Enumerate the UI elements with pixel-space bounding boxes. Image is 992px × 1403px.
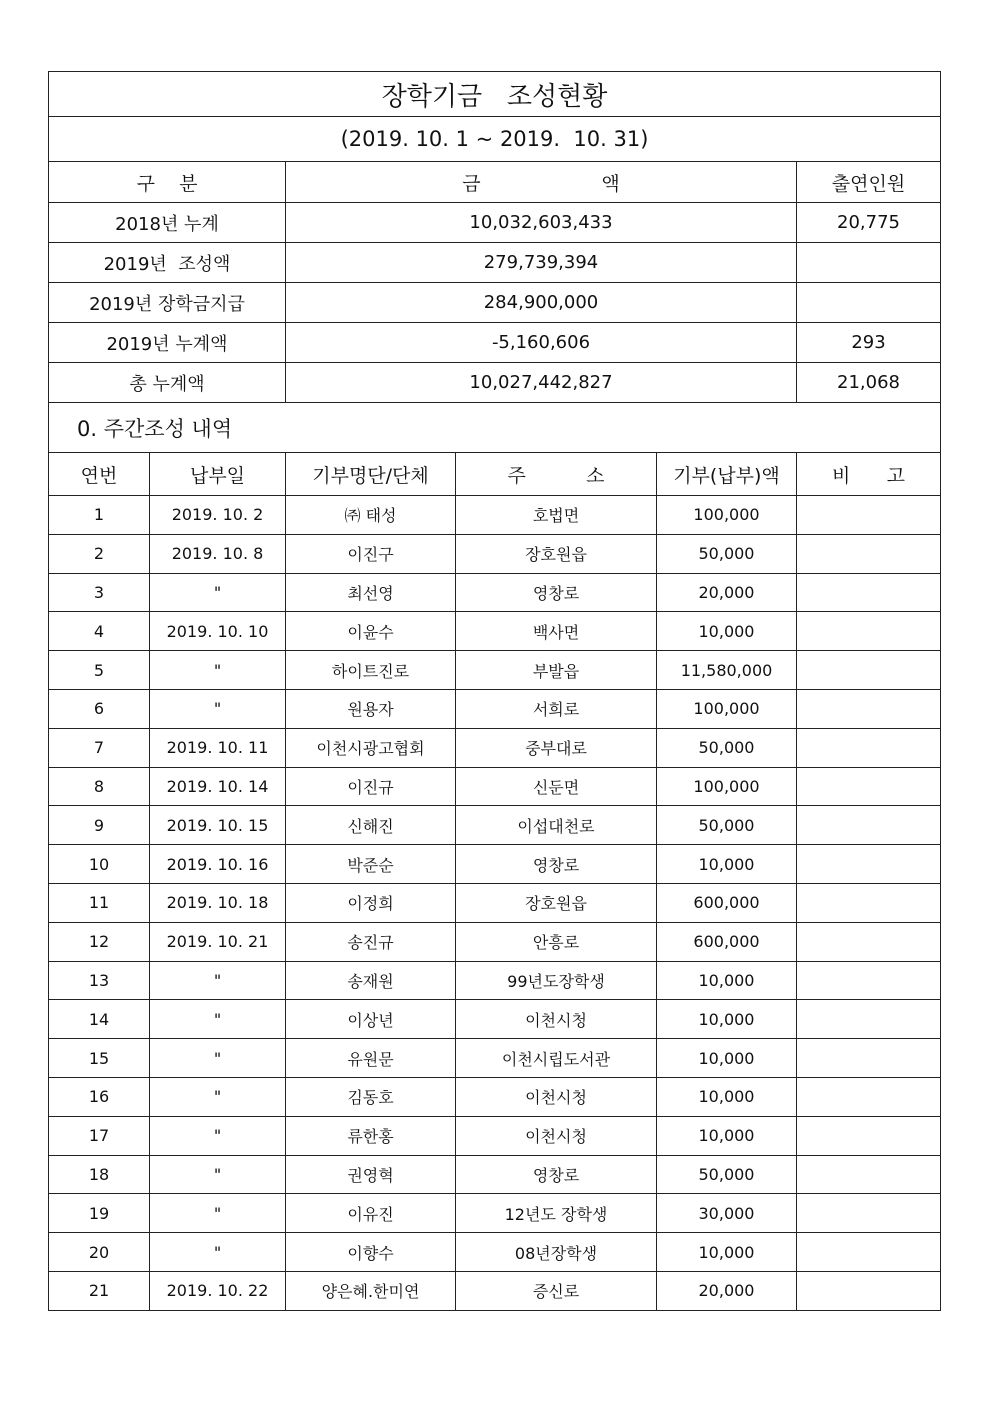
donation-amount: 10,000	[657, 1077, 797, 1116]
row-number: 18	[49, 1155, 150, 1194]
donation-amount: 30,000	[657, 1194, 797, 1233]
donation-amount: 11,580,000	[657, 651, 797, 690]
donor-address: 백사면	[456, 612, 657, 651]
payment-date: "	[150, 689, 286, 728]
table-row	[49, 728, 941, 767]
summary-table	[48, 71, 941, 453]
note	[797, 689, 941, 728]
header-no: 연번	[49, 453, 150, 496]
donor-name: 이상년	[286, 1000, 456, 1039]
summary-category: 2019년 조성액	[49, 243, 286, 283]
summary-count: 21,068	[797, 363, 941, 403]
donor-address: 영창로	[456, 573, 657, 612]
donation-amount: 100,000	[657, 689, 797, 728]
summary-count: 293	[797, 323, 941, 363]
table-row	[49, 1271, 941, 1310]
donor-address: 중부대로	[456, 728, 657, 767]
donor-address: 증신로	[456, 1271, 657, 1310]
row-number: 6	[49, 689, 150, 728]
summary-header-amount: 금 액	[286, 162, 797, 203]
summary-header-category: 구 분	[49, 162, 286, 203]
row-number: 2	[49, 534, 150, 573]
summary-amount: 10,027,442,827	[286, 363, 797, 403]
donor-name: 송진규	[286, 922, 456, 961]
payment-date: 2019. 10. 16	[150, 845, 286, 884]
table-row	[49, 767, 941, 806]
donor-address: 장호원읍	[456, 534, 657, 573]
note	[797, 728, 941, 767]
donor-address: 장호원읍	[456, 883, 657, 922]
note	[797, 1271, 941, 1310]
donor-address: 부발읍	[456, 651, 657, 690]
summary-header-count: 출연인원	[797, 162, 941, 203]
donation-amount: 50,000	[657, 728, 797, 767]
donor-address: 호법면	[456, 496, 657, 535]
table-row	[49, 806, 941, 845]
donor-name: 이정희	[286, 883, 456, 922]
donor-address: 이천시청	[456, 1000, 657, 1039]
donor-name: 이진구	[286, 534, 456, 573]
donor-address: 99년도장학생	[456, 961, 657, 1000]
note	[797, 767, 941, 806]
donation-amount: 10,000	[657, 961, 797, 1000]
donation-amount: 10,000	[657, 612, 797, 651]
donation-amount: 10,000	[657, 1233, 797, 1272]
table-row	[49, 1116, 941, 1155]
donation-table	[48, 452, 941, 1311]
donor-address: 영창로	[456, 1155, 657, 1194]
payment-date: "	[150, 1155, 286, 1194]
payment-date: 2019. 10. 15	[150, 806, 286, 845]
row-number: 10	[49, 845, 150, 884]
payment-date: 2019. 10. 22	[150, 1271, 286, 1310]
payment-date: "	[150, 1077, 286, 1116]
donation-amount: 100,000	[657, 496, 797, 535]
row-number: 4	[49, 612, 150, 651]
note	[797, 612, 941, 651]
note	[797, 651, 941, 690]
donor-name: 박준순	[286, 845, 456, 884]
summary-row	[49, 243, 941, 283]
donor-address: 이섭대천로	[456, 806, 657, 845]
donor-name: ㈜ 태성	[286, 496, 456, 535]
summary-row	[49, 363, 941, 403]
summary-count: 20,775	[797, 203, 941, 243]
table-row	[49, 961, 941, 1000]
note	[797, 1233, 941, 1272]
header-donor: 기부명단/단체	[286, 453, 456, 496]
donor-name: 신해진	[286, 806, 456, 845]
row-number: 13	[49, 961, 150, 1000]
donor-name: 송재원	[286, 961, 456, 1000]
row-number: 14	[49, 1000, 150, 1039]
table-row	[49, 922, 941, 961]
row-number: 11	[49, 883, 150, 922]
donation-amount: 20,000	[657, 1271, 797, 1310]
note	[797, 496, 941, 535]
note	[797, 806, 941, 845]
payment-date: 2019. 10. 21	[150, 922, 286, 961]
row-number: 5	[49, 651, 150, 690]
row-number: 1	[49, 496, 150, 535]
donation-amount: 10,000	[657, 1116, 797, 1155]
payment-date: "	[150, 573, 286, 612]
payment-date: "	[150, 1000, 286, 1039]
payment-date: 2019. 10. 11	[150, 728, 286, 767]
note	[797, 573, 941, 612]
table-row	[49, 1077, 941, 1116]
summary-amount: 279,739,394	[286, 243, 797, 283]
payment-date: 2019. 10. 10	[150, 612, 286, 651]
payment-date: 2019. 10. 14	[150, 767, 286, 806]
row-number: 21	[49, 1271, 150, 1310]
donor-name: 류한홍	[286, 1116, 456, 1155]
donor-name: 최선영	[286, 573, 456, 612]
payment-date: "	[150, 1116, 286, 1155]
note	[797, 845, 941, 884]
note	[797, 1077, 941, 1116]
payment-date: "	[150, 1233, 286, 1272]
donor-name: 이향수	[286, 1233, 456, 1272]
donation-amount: 600,000	[657, 883, 797, 922]
donation-amount: 20,000	[657, 573, 797, 612]
header-address: 주 소	[456, 453, 657, 496]
note	[797, 534, 941, 573]
summary-row	[49, 283, 941, 323]
note	[797, 1000, 941, 1039]
donation-amount: 10,000	[657, 1039, 797, 1078]
donation-amount: 50,000	[657, 534, 797, 573]
note	[797, 1116, 941, 1155]
donor-name: 원용자	[286, 689, 456, 728]
summary-amount: -5,160,606	[286, 323, 797, 363]
table-row	[49, 1000, 941, 1039]
donor-address: 신둔면	[456, 767, 657, 806]
payment-date: "	[150, 1194, 286, 1233]
donor-address: 서희로	[456, 689, 657, 728]
row-number: 17	[49, 1116, 150, 1155]
note	[797, 1194, 941, 1233]
summary-amount: 284,900,000	[286, 283, 797, 323]
payment-date: "	[150, 1039, 286, 1078]
donation-amount: 10,000	[657, 1000, 797, 1039]
note	[797, 1039, 941, 1078]
table-row	[49, 651, 941, 690]
donor-address: 이천시립도서관	[456, 1039, 657, 1078]
table-row	[49, 1194, 941, 1233]
period-range: (2019. 10. 1 ~ 2019. 10. 31)	[49, 117, 941, 162]
document-title: 장학기금 조성현황	[49, 72, 941, 117]
payment-date: 2019. 10. 18	[150, 883, 286, 922]
row-number: 19	[49, 1194, 150, 1233]
donation-header-row	[49, 453, 941, 496]
donor-name: 하이트진로	[286, 651, 456, 690]
donation-amount: 50,000	[657, 1155, 797, 1194]
table-row	[49, 1233, 941, 1272]
row-number: 7	[49, 728, 150, 767]
payment-date: 2019. 10. 8	[150, 534, 286, 573]
donation-amount: 600,000	[657, 922, 797, 961]
donor-address: 12년도 장학생	[456, 1194, 657, 1233]
donor-address: 이천시청	[456, 1116, 657, 1155]
table-row	[49, 496, 941, 535]
donor-name: 이진규	[286, 767, 456, 806]
donor-name: 이유진	[286, 1194, 456, 1233]
donation-amount: 100,000	[657, 767, 797, 806]
donor-address: 08년장학생	[456, 1233, 657, 1272]
note	[797, 922, 941, 961]
header-amount: 기부(납부)액	[657, 453, 797, 496]
donation-amount: 10,000	[657, 845, 797, 884]
row-number: 9	[49, 806, 150, 845]
summary-row	[49, 323, 941, 363]
row-number: 3	[49, 573, 150, 612]
donation-amount: 50,000	[657, 806, 797, 845]
table-row	[49, 1039, 941, 1078]
summary-category: 2019년 누계액	[49, 323, 286, 363]
summary-amount: 10,032,603,433	[286, 203, 797, 243]
donor-name: 이윤수	[286, 612, 456, 651]
section-title: 0. 주간조성 내역	[49, 403, 941, 453]
table-row	[49, 845, 941, 884]
row-number: 12	[49, 922, 150, 961]
donor-name: 양은혜.한미연	[286, 1271, 456, 1310]
row-number: 8	[49, 767, 150, 806]
note	[797, 1155, 941, 1194]
donor-address: 안흥로	[456, 922, 657, 961]
donor-name: 권영혁	[286, 1155, 456, 1194]
row-number: 20	[49, 1233, 150, 1272]
donor-name: 이천시광고협회	[286, 728, 456, 767]
summary-count	[797, 243, 941, 283]
payment-date: "	[150, 961, 286, 1000]
summary-header-row	[49, 162, 941, 203]
note	[797, 883, 941, 922]
summary-category: 2018년 누계	[49, 203, 286, 243]
summary-category: 총 누계액	[49, 363, 286, 403]
payment-date: 2019. 10. 2	[150, 496, 286, 535]
table-row	[49, 883, 941, 922]
note	[797, 961, 941, 1000]
summary-category: 2019년 장학금지급	[49, 283, 286, 323]
header-date: 납부일	[150, 453, 286, 496]
donor-address: 이천시청	[456, 1077, 657, 1116]
donor-address: 영창로	[456, 845, 657, 884]
table-row	[49, 612, 941, 651]
row-number: 15	[49, 1039, 150, 1078]
payment-date: "	[150, 651, 286, 690]
donor-name: 김동호	[286, 1077, 456, 1116]
table-row	[49, 573, 941, 612]
row-number: 16	[49, 1077, 150, 1116]
table-row	[49, 534, 941, 573]
donor-name: 유원문	[286, 1039, 456, 1078]
header-note: 비 고	[797, 453, 941, 496]
table-row	[49, 1155, 941, 1194]
table-row	[49, 689, 941, 728]
summary-count	[797, 283, 941, 323]
summary-row	[49, 203, 941, 243]
